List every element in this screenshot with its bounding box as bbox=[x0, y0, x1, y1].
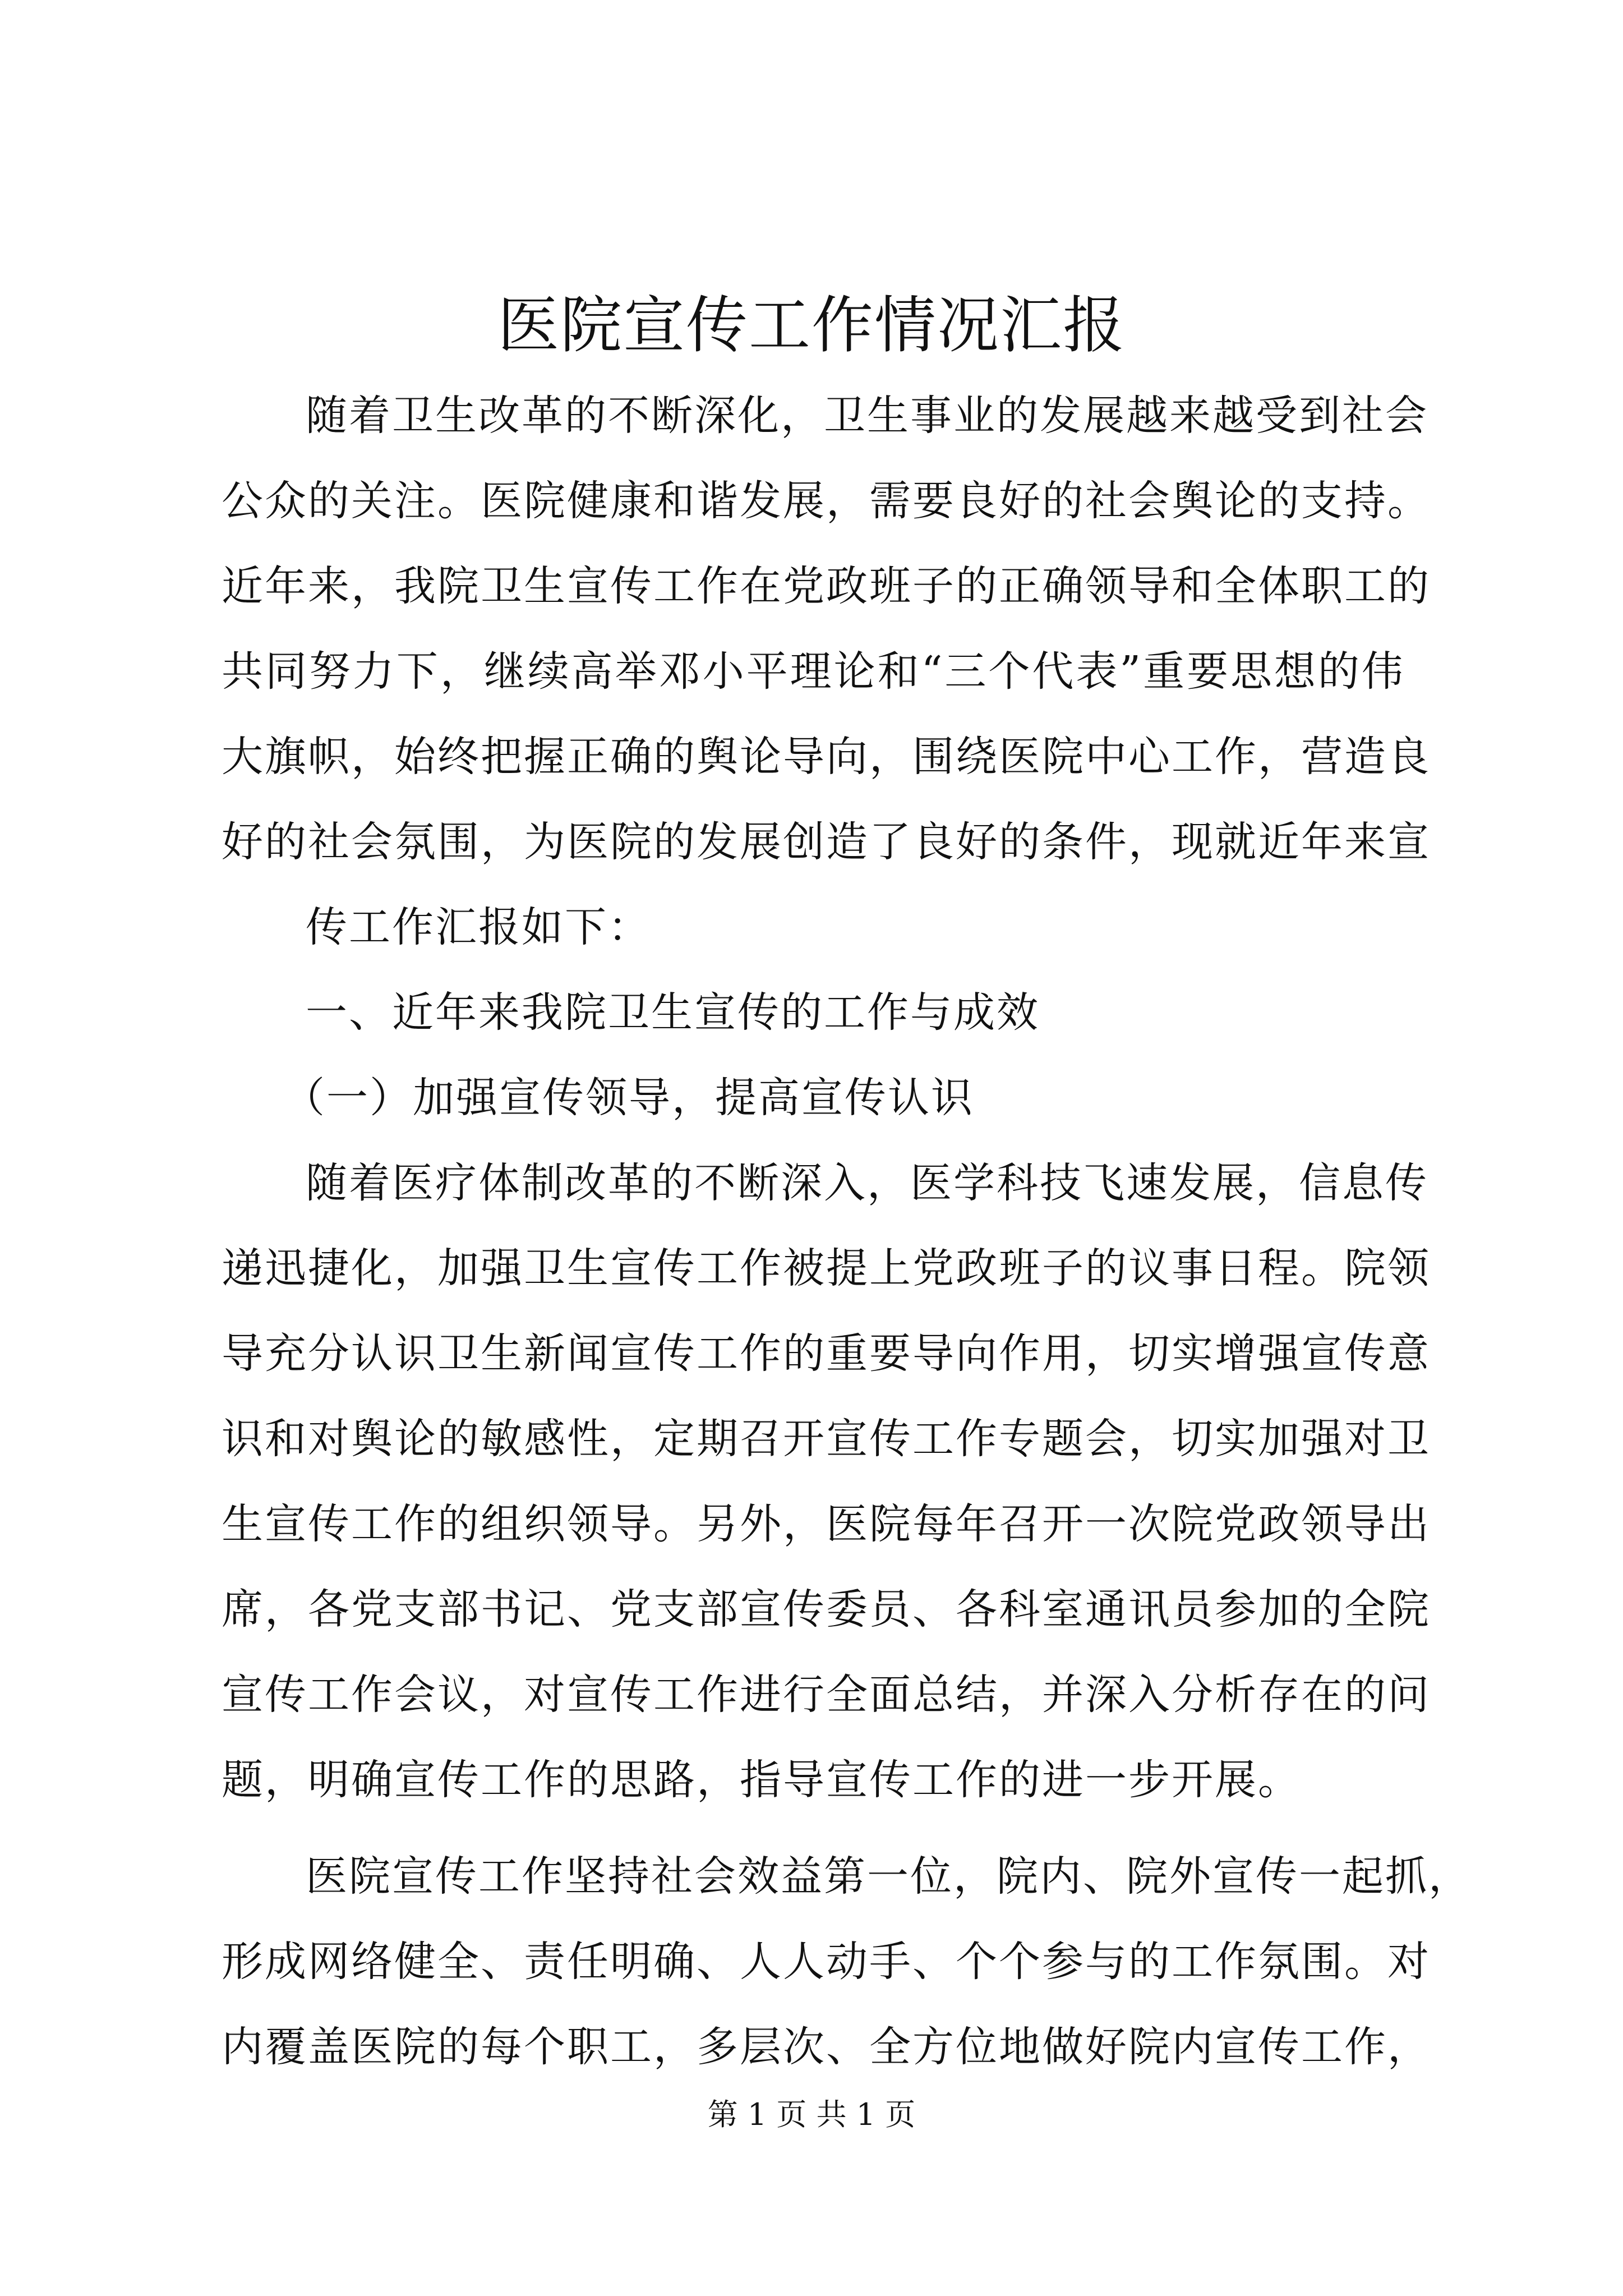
paragraph-line: 递迅捷化，加强卫生宣传工作被提上党政班子的议事日程。院领 bbox=[222, 1244, 1431, 1292]
paragraph-line: 席，各党支部书记、党支部宣传委员、各科室通讯员参加的全院 bbox=[222, 1585, 1431, 1634]
document-title: 医院宣传工作情况汇报 bbox=[497, 289, 1126, 361]
paragraph-line: 随着卫生改革的不断深化，卫生事业的发展越来越受到社会 bbox=[306, 392, 1428, 440]
paragraph-line: 大旗帜，始终把握正确的舆论导向，围绕医院中心工作，营造良 bbox=[222, 733, 1431, 781]
page-footer: 第 1 页 共 1 页 bbox=[707, 2097, 916, 2132]
subsection-heading: （一）加强宣传领导，提高宣传认识 bbox=[283, 1074, 974, 1122]
paragraph-line: 医院宣传工作坚持社会效益第一位，院内、院外宣传一起抓， bbox=[306, 1852, 1472, 1901]
paragraph-line: 近年来，我院卫生宣传工作在党政班子的正确领导和全体职工的 bbox=[222, 562, 1431, 610]
paragraph-line: 生宣传工作的组织领导。另外，医院每年召开一次院党政领导出 bbox=[222, 1500, 1431, 1548]
paragraph-line: 共同努力下，继续高举邓小平理论和“三个代表”重要思想的伟 bbox=[222, 647, 1405, 696]
paragraph-line: 内覆盖医院的每个职工，多层次、全方位地做好院内宣传工作， bbox=[222, 2023, 1431, 2071]
paragraph-line: 好的社会氛围，为医院的发展创造了良好的条件，现就近年来宣 bbox=[222, 818, 1431, 866]
paragraph-line: 形成网络健全、责任明确、人人动手、个个参与的工作氛围。对 bbox=[222, 1938, 1431, 1986]
paragraph-line: 传工作汇报如下： bbox=[306, 903, 651, 951]
document-body bbox=[222, 373, 1472, 2090]
paragraph-line: 宣传工作会议，对宣传工作进行全面总结，并深入分析存在的问 bbox=[222, 1671, 1431, 1719]
paragraph-spacer bbox=[222, 1823, 1405, 1834]
section-heading: 一、近年来我院卫生宣传的工作与成效 bbox=[306, 988, 1040, 1037]
paragraph-line: 随着医疗体制改革的不断深入，医学科技飞速发展，信息传 bbox=[306, 1159, 1428, 1207]
paragraph-line: 题，明确宣传工作的思路，指导宣传工作的进一步开展。 bbox=[222, 1756, 1301, 1804]
paragraph-line: 公众的关注。医院健康和谐发展，需要良好的社会舆论的支持。 bbox=[222, 477, 1431, 525]
paragraph-line: 导充分认识卫生新闻宣传工作的重要导向作用，切实增强宣传意 bbox=[222, 1329, 1431, 1378]
paragraph-line: 识和对舆论的敏感性，定期召开宣传工作专题会，切实加强对卫 bbox=[222, 1415, 1431, 1463]
